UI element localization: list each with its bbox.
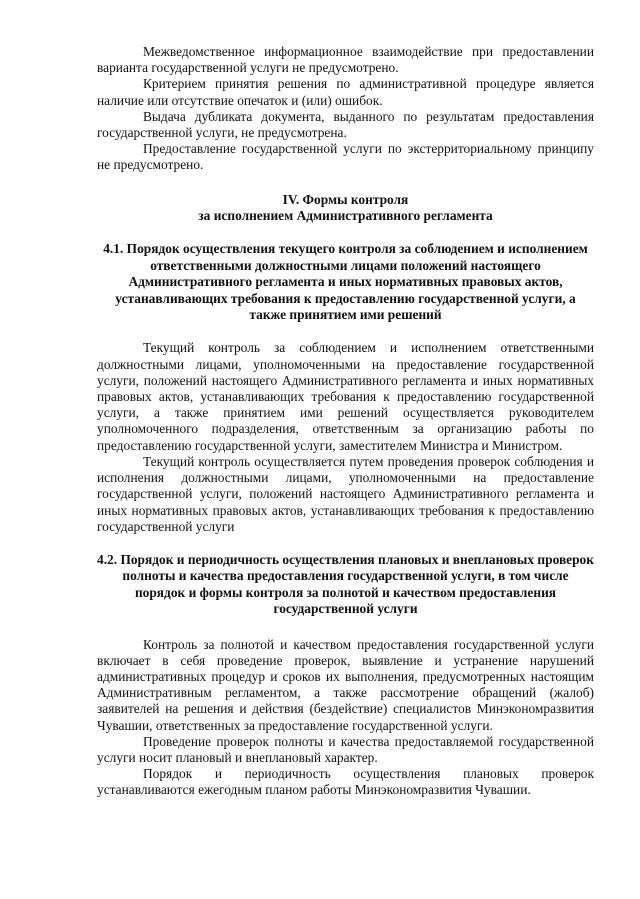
paragraph: Межведомственное информационное взаимодействие при предоставлении варианта государственной услуги не предусмотрено. (97, 44, 594, 76)
document-page (97, 44, 594, 799)
paragraph: Проведение проверок полноты и качества предоставляемой государственной услуги носит плановый и внеплановый характер. (97, 733, 594, 765)
section-title-line: за исполнением Административного регламента (198, 208, 493, 224)
paragraph: Контроль за полнотой и качеством предоставления государственной услуги включает в себя проведение проверок, выявление и устранение нарушений административных процедур и сроков их выполнения, предусмотренных настоящим Административным регламентом, а также рассмотрение обращений (жалоб) заявителей на решения и действия (бездействие) специалистов Минэкономразвития Чувашии, ответственных за предоставление государственной услуги. (97, 636, 594, 733)
paragraph: Выдача дубликата документа, выданного по результатам предоставления государственной услуги, не предусмотрена. (97, 108, 594, 141)
paragraph: Порядок и периодичность осуществления плановых проверок устанавливаются ежегодным планом работы Минэкономразвития Чувашии. (97, 766, 594, 798)
subsection-heading-4-2: 4.2. Порядок и периодичность осуществления плановых и внеплановых проверок полноты и качества предоставления государственной услуги, в том числе порядок и формы контроля за полнотой и качеством предоставления государственной услуги (97, 551, 594, 617)
subsection-heading-4-1: 4.1. Порядок осуществления текущего контроля за соблюдением и исполнением ответственными должностными лицами положений настоящего Административного регламента и иных нормативных правовых актов, устанавливающих требования к предоставлению государственной услуги, а также принятием ими решений (103, 241, 588, 323)
section-title-line: IV. Формы контроля (282, 191, 409, 207)
paragraph: Текущий контроль за соблюдением и исполнением ответственными должностными лицами, уполномоченными на предоставление государственной услуги, положений настоящего Административного регламента и иных нормативных правовых актов, устанавливающих требования к предоставлению государственной услуги, а также принятием ими решений осуществляется руководителем уполномоченного подразделения, ответственным за организацию работы по предоставлению государственной услуги, заместителем Министра и Министром. (97, 340, 594, 453)
paragraph: Критерием принятия решения по административной процедуре является наличие или отсутствие опечаток и (или) ошибок. (97, 76, 594, 108)
section-heading (97, 192, 594, 225)
paragraph: Предоставление государственной услуги по экстерриториальному принципу не предусмотрено. (97, 141, 594, 173)
paragraph: Текущий контроль осуществляется путем проведения проверок соблюдения и исполнения должностными лицами, уполномоченными на предоставление государственной услуги, положений настоящего Административного регламента и иных нормативных правовых актов, устанавливающих требования к предоставлению государственной услуги (97, 453, 594, 534)
